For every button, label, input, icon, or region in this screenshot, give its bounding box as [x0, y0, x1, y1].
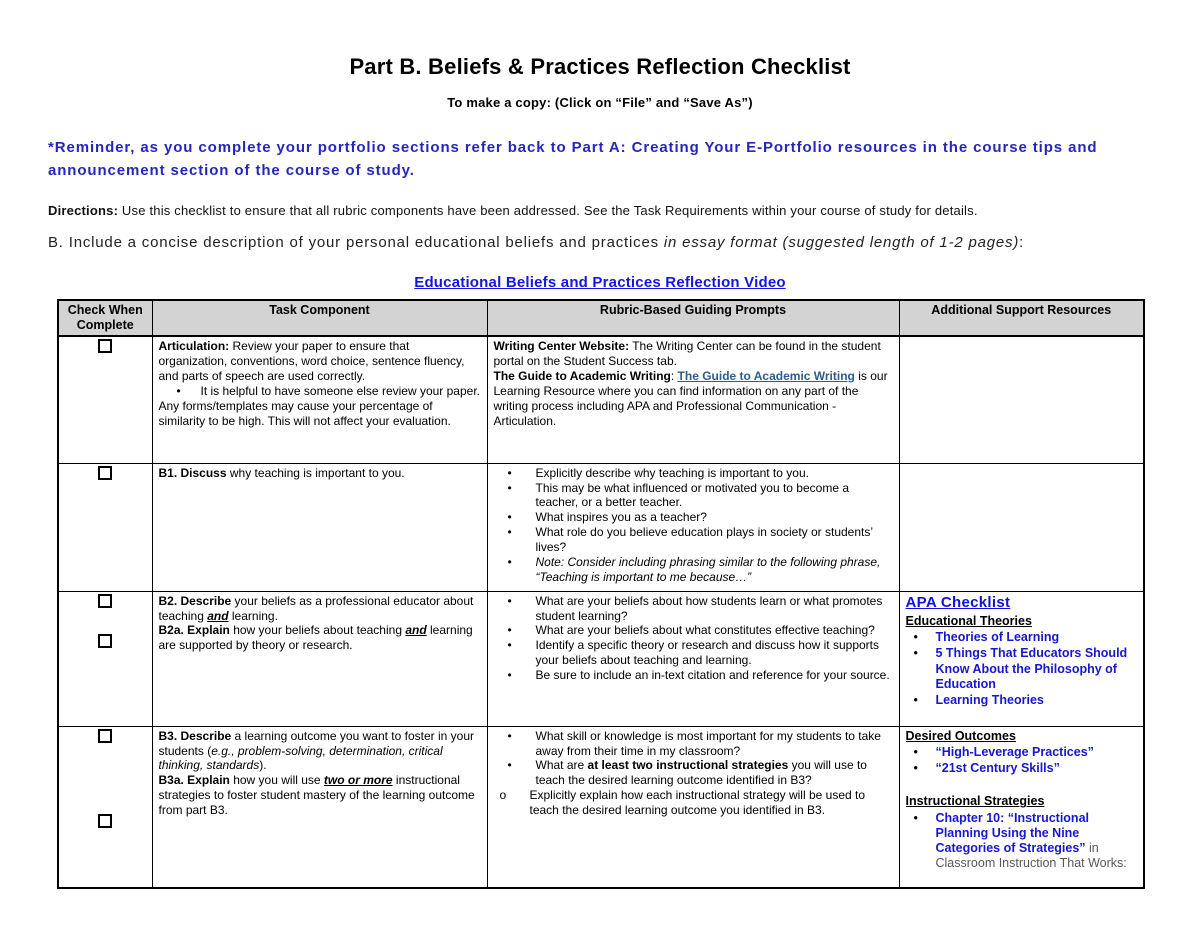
b1-prompt: • What role do you believe education plays in society or students’ lives? [494, 525, 893, 555]
b2-prompt: • Be sure to include an in-text citation and reference for your source. [494, 668, 893, 683]
checkbox-b3a[interactable] [98, 814, 112, 828]
header-additional-resources: Additional Support Resources [899, 300, 1144, 336]
b1-prompt: • This may be what influenced or motivated you to become a teacher, or a better teacher. [494, 481, 893, 511]
video-link-row [48, 274, 1152, 292]
b2a-label: B2a. Explain [158, 623, 230, 638]
section-b-paragraph [48, 233, 1152, 253]
directions-text: Use this checklist to ensure that all rubric components have been addressed. See the Task Requirements within your course of study for details. [118, 203, 978, 218]
b2-label: B2. Describe [158, 593, 232, 608]
learning-theories-link[interactable]: Learning Theories [935, 693, 1044, 708]
reminder-note: *Reminder, as you complete your portfolio sections refer back to Part A: Creating Your E-Portfolio resources in the course tips and announcement section of the course of study. [48, 139, 1098, 179]
header-check-when-complete: Check When Complete [58, 300, 152, 336]
section-b-colon: : [1019, 233, 1025, 251]
educational-theories-heading: Educational Theories [905, 613, 1032, 628]
prompts-cell-articulation: Writing Center Website: The Writing Center can be found in the student portal on the Student Success tab. The Guide to Academic Writing: The Guide to Academic Writing is our Learning Resource where you can find information on any part of the writing process including APA and Professional Communication - Articulation. [487, 336, 899, 463]
writing-center-text: The Writing Center can be found in the student portal on the Student Success tab. [493, 339, 881, 369]
guide-writing-link[interactable]: The Guide to Academic Writing [677, 368, 855, 383]
page-title: Part B. Beliefs & Practices Reflection Checklist [349, 54, 851, 79]
table-row-b2 [58, 591, 1144, 726]
guide-writing-text: is our Learning Resource where you can find information on any part of the writing process including APA and Professional Communication - Articulation. [493, 368, 888, 428]
table-header-row [58, 300, 1144, 336]
resources-cell-articulation [899, 336, 1144, 463]
articulation-text: Review your paper to ensure that organization, conventions, word choice, sentence fluency, and parts of speech are used correctly. [158, 339, 465, 383]
prompts-cell-b2 [487, 591, 899, 726]
b1-label: B1. Discuss [158, 465, 227, 480]
chapter-10-source-text: in Classroom Instruction That Works: [935, 841, 1127, 871]
directions-label: Directions: [48, 203, 119, 218]
b1-text: why teaching is important to you. [226, 465, 405, 480]
task-cell-b1 [152, 463, 487, 591]
task-cell-b3: B3. Describe a learning outcome you want to foster in your students (e.g., problem-solving, determination, critical thinking, standards). B3a. Explain how you will use two or more instructional strategies to foster student mastery of the learning outcome from part B3. [152, 726, 487, 888]
task-cell-b2: B2. Describe your beliefs as a professional educator about teaching and learning. B2a. Explain how your beliefs about teaching and learning are supported by theory or research. [152, 591, 487, 726]
b2-prompt: • What are your beliefs about what constitutes effective teaching? [494, 623, 893, 638]
check-cell-b3 [58, 726, 152, 888]
section-b-italic-text: in essay format (suggested length of 1-2 pages) [663, 233, 1020, 251]
articulation-note: Any forms/templates may cause your percentage of similarity to be high. This will not affect your evaluation. [158, 398, 451, 428]
header-rubric-prompts: Rubric-Based Guiding Prompts [487, 300, 899, 336]
b1-prompt: • Explicitly describe why teaching is important to you. [494, 466, 893, 481]
checkbox-b2a[interactable] [98, 634, 112, 648]
check-cell-b1 [58, 463, 152, 591]
instructional-strategies-heading: Instructional Strategies [905, 794, 1045, 809]
high-leverage-practices-link[interactable]: “High-Leverage Practices” [935, 744, 1094, 759]
check-cell-b2 [58, 591, 152, 726]
resources-cell-b2 [899, 591, 1144, 726]
writing-center-label: Writing Center Website: [493, 339, 630, 354]
b1-prompt: • What inspires you as a teacher? [494, 510, 893, 525]
theories-of-learning-link[interactable]: Theories of Learning [935, 630, 1060, 645]
b2-prompt: • What are your beliefs about how students learn or what promotes student learning? [494, 594, 893, 624]
directions-paragraph [48, 203, 1152, 220]
articulation-bullet: • It is helpful to have someone else review your paper. [159, 384, 481, 399]
checkbox-b1[interactable] [98, 466, 112, 480]
b3-label: B3. Describe [158, 728, 232, 743]
resources-cell-b1 [899, 463, 1144, 591]
table-row-b1 [58, 463, 1144, 591]
guide-writing-label: The Guide to Academic Writing [493, 368, 671, 383]
table-row-articulation [58, 336, 1144, 463]
b3a-sub-prompt: o Explicitly explain how each instructional strategy will be used to teach the desired learning outcome you identified in B3. [494, 788, 893, 818]
reflection-video-link[interactable]: Educational Beliefs and Practices Reflection Video [414, 274, 786, 292]
b3a-label: B3a. Explain [158, 773, 230, 788]
five-things-educators-link[interactable]: 5 Things That Educators Should Know About the Philosophy of Education [935, 646, 1128, 691]
checkbox-b2[interactable] [98, 594, 112, 608]
chapter-10-link[interactable]: Chapter 10: “Instructional Planning Using the Nine Categories of Strategies” [935, 810, 1089, 856]
apa-checklist-link[interactable]: APA Checklist [905, 593, 1011, 611]
prompts-cell-b1 [487, 463, 899, 591]
checkbox-b3[interactable] [98, 729, 112, 743]
b3-prompt: • What skill or knowledge is most important for my students to take away from their time in my classroom? [494, 729, 893, 759]
copy-instruction: To make a copy: (Click on “File” and “Save As”) [447, 95, 753, 110]
articulation-label: Articulation: [158, 339, 230, 354]
table-row-b3 [58, 726, 1144, 888]
header-task-component: Task Component [152, 300, 487, 336]
resources-cell-b3 [899, 726, 1144, 888]
checkbox-articulation[interactable] [98, 339, 112, 353]
b1-prompt-note: • Note: Consider including phrasing similar to the following phrase, “Teaching is important to me because…” [494, 555, 893, 585]
section-b-text: B. Include a concise description of your personal educational beliefs and practices [48, 233, 664, 251]
prompts-cell-b3: • What skill or knowledge is most important for my students to take away from their time in my classroom? • What are at least two instructional strategies you will use to teach the desired learning outcome identified in B3? o Explicitly explain how each instructional strategy will be used to teach the desired learning outcome you identified in B3. [487, 726, 899, 888]
21st-century-skills-link[interactable]: “21st Century Skills” [935, 761, 1060, 776]
checklist-table [57, 299, 1145, 889]
b2-prompt: • Identify a specific theory or research and discuss how it supports your beliefs about teaching and learning. [494, 638, 893, 668]
desired-outcomes-heading: Desired Outcomes [905, 728, 1016, 743]
task-cell-articulation [152, 336, 487, 463]
check-cell-articulation [58, 336, 152, 463]
